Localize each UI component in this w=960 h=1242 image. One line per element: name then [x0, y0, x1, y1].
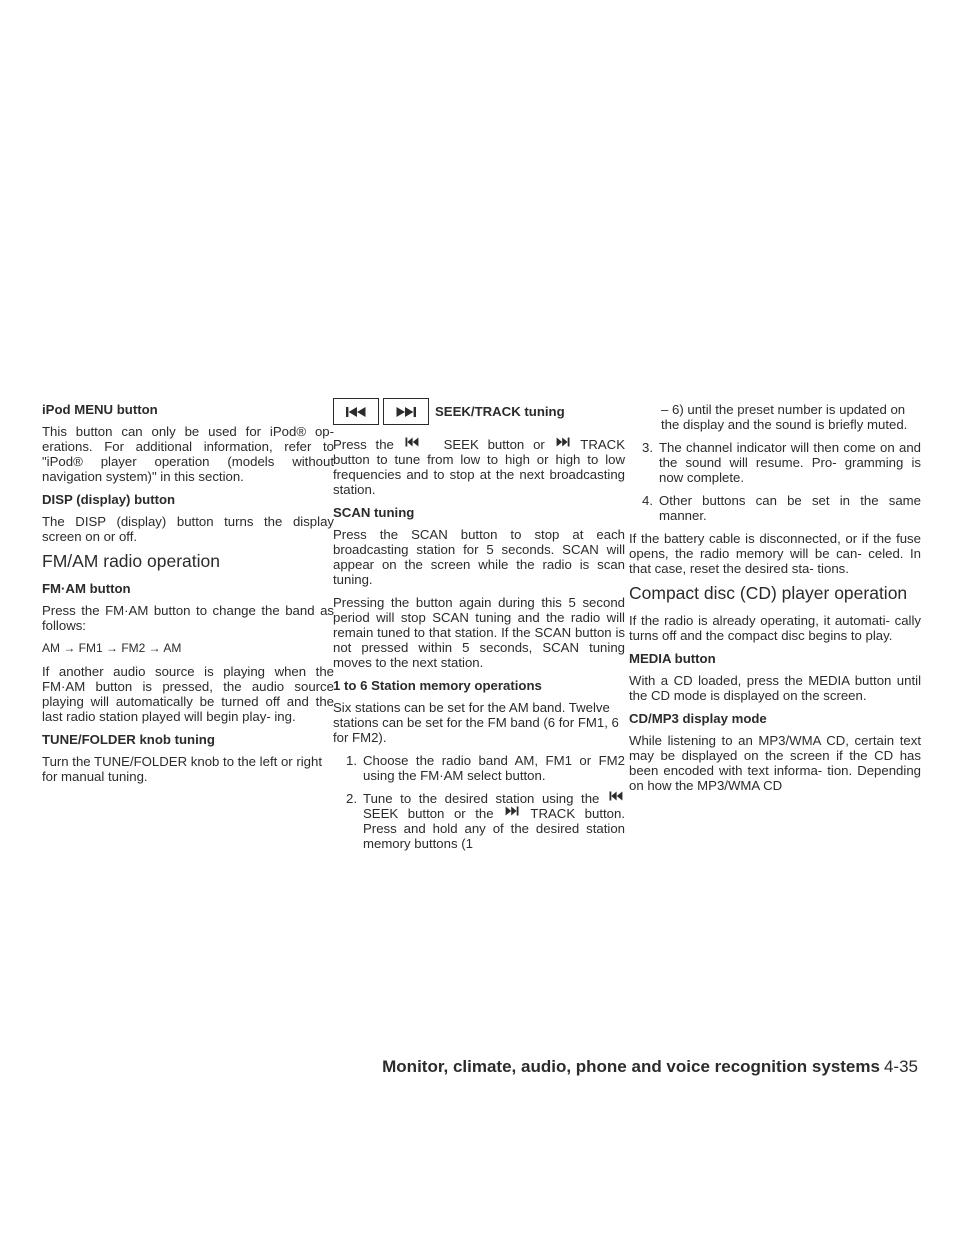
paragraph-seek — [333, 437, 625, 497]
seek-track-heading: SEEK/TRACK tuning — [435, 404, 565, 419]
seek-text-c: TRACK button to tune from low to high or high to low frequencies and to stop at the next broadcasting station. — [333, 437, 625, 497]
step-text: Choose the radio band AM, FM1 or FM2 using the FM·AM select button. — [363, 753, 625, 783]
paragraph-scan-1: Press the SCAN button to stop at each broadcasting station for 5 seconds. SCAN will appear on the screen while the radio is scan tuning. — [333, 527, 625, 587]
section-title-cd-player: Compact disc (CD) player operation — [629, 583, 908, 603]
memory-steps-list — [333, 753, 625, 851]
step-number: 3. — [642, 440, 653, 455]
skip-back-icon — [345, 406, 367, 418]
heading-tune-folder: TUNE/FOLDER knob tuning — [42, 732, 215, 747]
paragraph-battery: If the battery cable is disconnected, or if the fuse opens, the radio memory will be can- celed. In that case, reset the desired sta- tions. — [629, 531, 921, 576]
paragraph-scan-2: Pressing the button again during this 5 second period will stop SCAN tuning and the radio will remain tuned to that station. If the SCAN button is not pressed within 5 seconds, SCAN tuning moves to the next station. — [333, 595, 625, 670]
heading-media-button: MEDIA button — [629, 651, 716, 666]
paragraph-cd-mp3: While listening to an MP3/WMA CD, certain text may be displayed on the screen if the CD has been encoded with text informa- tion. Depending on how the MP3/WMA CD — [629, 733, 921, 793]
step-text: Other buttons can be set in the same manner. — [659, 493, 921, 523]
step-number: 4. — [642, 493, 653, 508]
step-number: 1. — [346, 753, 357, 768]
column-left — [42, 402, 334, 792]
memory-steps-list-continued — [629, 440, 921, 523]
skip-forward-icon — [556, 437, 570, 447]
list-item-step-4 — [629, 493, 921, 523]
seek-text-a: Press the — [333, 437, 394, 452]
column-middle — [333, 398, 625, 859]
page-footer — [382, 1057, 918, 1077]
list-item-step-1 — [333, 753, 625, 783]
step-text: The channel indicator will then come on and the sound will resume. Pro- gramming is now complete. — [659, 440, 921, 485]
section-title-fm-am: FM/AM radio operation — [42, 551, 220, 571]
step2-text-b: SEEK button or the — [363, 806, 494, 821]
skip-back-icon — [609, 791, 623, 801]
skip-forward-icon — [505, 806, 519, 816]
heading-scan-tuning: SCAN tuning — [333, 505, 415, 520]
skip-forward-icon — [395, 406, 417, 418]
page-number: 4-35 — [883, 1057, 918, 1076]
step2-text-a: Tune to the desired station using the — [363, 791, 600, 806]
band-sequence: AM → FM1 → FM2 → AM — [42, 641, 182, 655]
paragraph-fm-am-button: Press the FM·AM button to change the band as follows: — [42, 603, 334, 633]
footer-section-title: Monitor, climate, audio, phone and voice recognition systems — [382, 1057, 880, 1076]
paragraph-disp: The DISP (display) button turns the display screen on or off. — [42, 514, 334, 544]
skip-back-icon — [405, 437, 419, 447]
paragraph-media: With a CD loaded, press the MEDIA button until the CD mode is displayed on the screen. — [629, 673, 921, 703]
seek-text-b: SEEK button or — [443, 437, 545, 452]
list-item-step-2 — [333, 791, 625, 851]
seek-track-graphic — [333, 398, 625, 425]
paragraph-tune-folder: Turn the TUNE/FOLDER knob to the left or right for manual tuning. — [42, 754, 322, 784]
paragraph-station-memory: Six stations can be set for the AM band. Twelve stations can be set for the FM band (6 for FM1, 6 for FM2). — [333, 700, 619, 745]
paragraph-other-source: If another audio source is playing when the FM·AM button is pressed, the audio source playing will automatically be turned off and the last radio station played will begin play- ing. — [42, 664, 334, 724]
column-right — [629, 402, 921, 801]
step2-continuation: – 6) until the preset number is updated on the display and the sound is briefly muted. — [661, 402, 908, 432]
heading-ipod-menu-button: iPod MENU button — [42, 402, 158, 417]
heading-disp-button: DISP (display) button — [42, 492, 176, 507]
step-text — [363, 791, 625, 851]
heading-cd-mp3-display: CD/MP3 display mode — [629, 711, 767, 726]
step2-text-c: TRACK button. Press and hold any of the desired station memory buttons (1 — [363, 806, 625, 851]
heading-fm-am-button: FM·AM button — [42, 581, 131, 596]
seek-back-button-graphic — [333, 398, 379, 425]
heading-station-memory: 1 to 6 Station memory operations — [333, 678, 542, 693]
list-item-step-3 — [629, 440, 921, 485]
step-number: 2. — [346, 791, 357, 806]
seek-forward-button-graphic — [383, 398, 429, 425]
paragraph-ipod: This button can only be used for iPod® op- erations. For additional information, refer to "iPod® player operation (models without navigation system)" in this section. — [42, 424, 334, 484]
paragraph-cd: If the radio is already operating, it automati- cally turns off and the compact disc begins to play. — [629, 613, 921, 643]
